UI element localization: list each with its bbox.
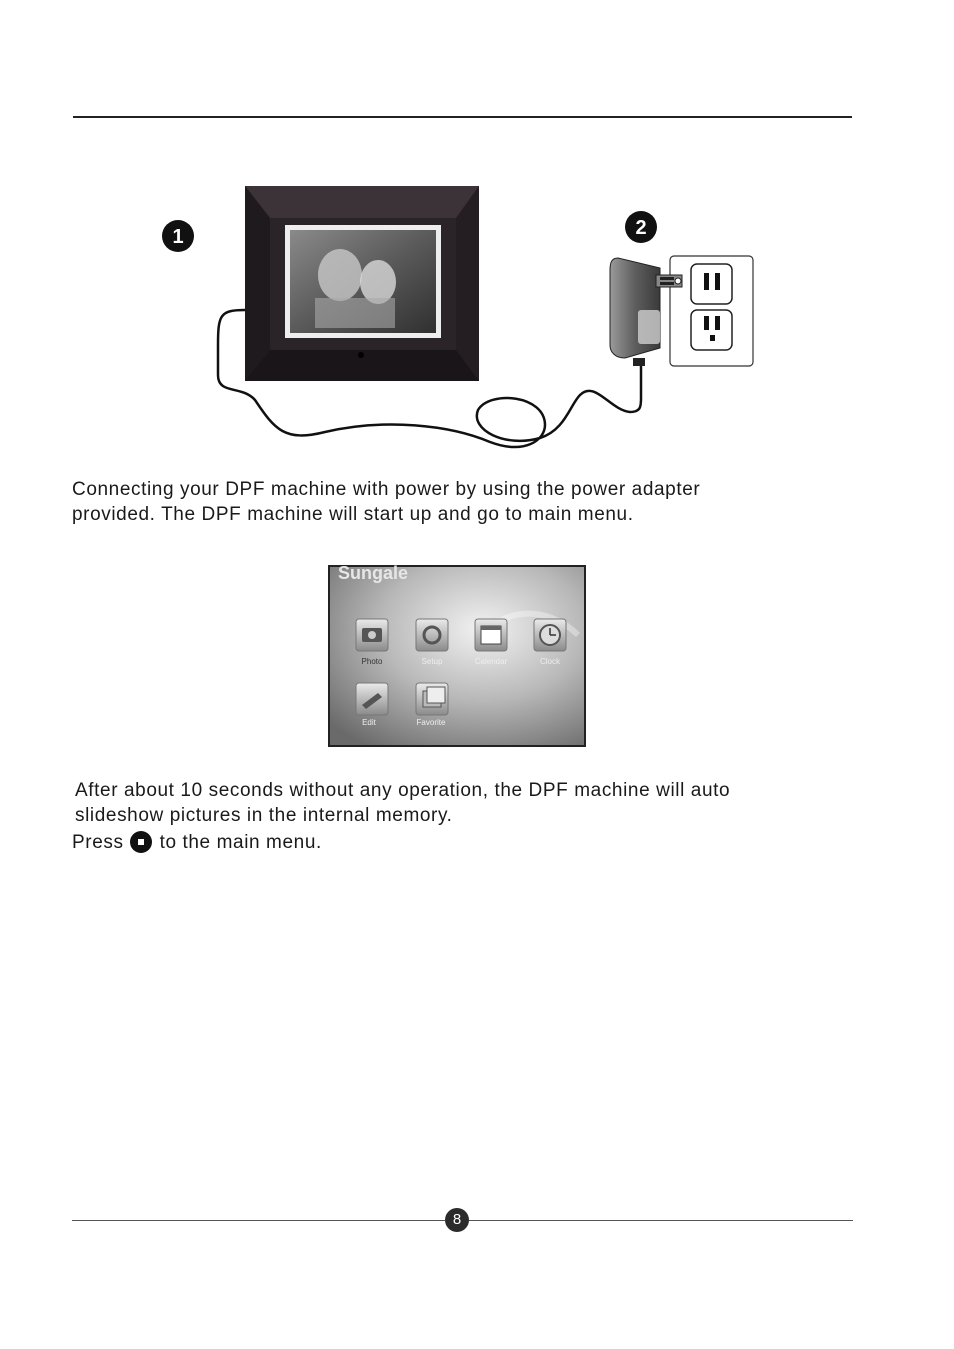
menu-item-calendar[interactable] <box>475 619 508 666</box>
paragraph-1-line-2: provided. The DPF machine will start up and go to main menu. <box>72 504 634 525</box>
press-text: Press <box>72 832 124 853</box>
menu-item-favorite[interactable] <box>416 683 448 727</box>
menu-item-label: Clock <box>539 657 561 666</box>
power-connection-illustration <box>150 180 770 470</box>
page-number: 8 <box>445 1208 469 1232</box>
wall-outlet <box>670 256 753 366</box>
paragraph-2-line-2: slideshow pictures in the internal memory. <box>75 805 453 826</box>
frame-sensor <box>358 352 364 358</box>
footer-rule-left <box>72 1220 445 1221</box>
menu-item-label: Calendar <box>474 657 508 666</box>
paragraph-2-line-1: After about 10 seconds without any operation, the DPF machine will auto <box>75 780 731 801</box>
paragraph-1-line-1: Connecting your DPF machine with power by using the power adapter <box>72 479 701 500</box>
paragraph-2-line-3 <box>72 830 322 855</box>
to-main-menu-text: to the main menu. <box>159 832 322 853</box>
menu-button-icon <box>130 831 152 853</box>
header-rule <box>73 116 852 118</box>
menu-item-label: Photo <box>361 657 383 666</box>
photo-frame <box>245 186 479 381</box>
step-2-label: 2 <box>635 217 647 239</box>
menu-item-label: Edit <box>362 718 376 727</box>
step-1-label: 1 <box>172 226 184 248</box>
menu-item-label: Favorite <box>416 718 446 727</box>
step-1-badge <box>162 220 194 252</box>
footer-rule-right <box>469 1220 853 1221</box>
step-2-badge <box>625 211 657 243</box>
menu-brand-logo: Sungale <box>338 565 409 583</box>
main-menu-screenshot <box>328 565 586 747</box>
menu-item-label: Setup <box>421 657 443 666</box>
